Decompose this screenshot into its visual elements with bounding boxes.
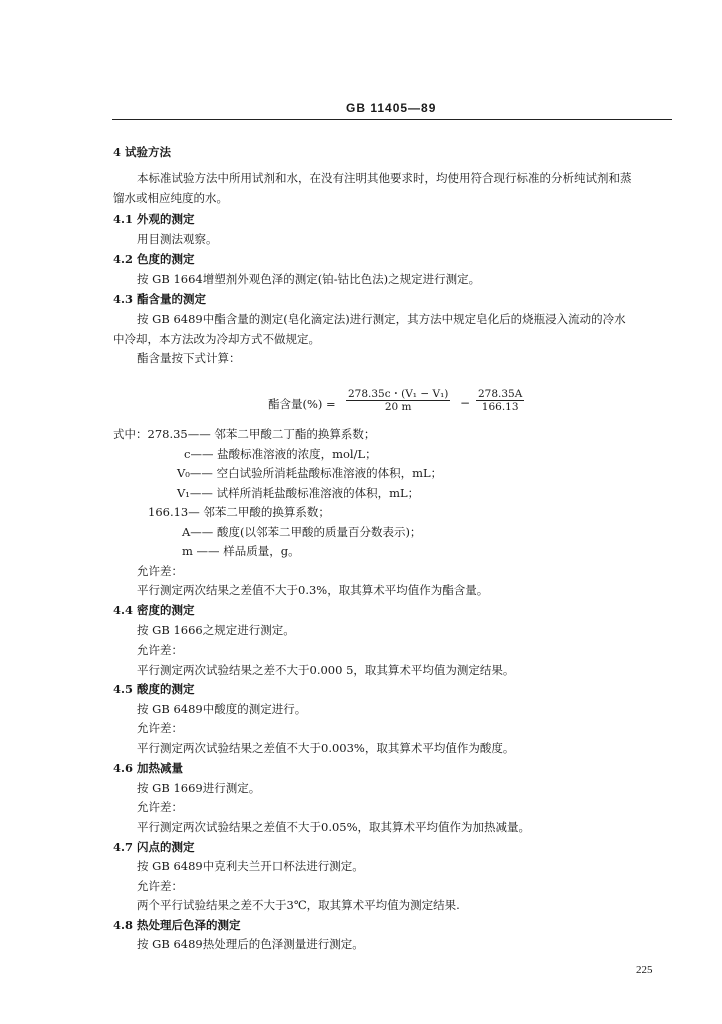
section-4-4-title: 4.4 密度的测定 [113,603,195,617]
section-4-6-tolerance: 平行测定两次试验结果之差值不大于0.05%，取其算术平均值作为加热减量。 [137,820,531,834]
formula-fraction-1 [346,388,450,413]
section-4-6-title: 4.6 加热减量 [113,761,184,775]
section-4-5-body: 按 GB 6489中酸度的测定进行。 [137,702,307,716]
section-4-1-body: 用目测法观察。 [137,232,218,246]
section-4-8-body: 按 GB 6489热处理后的色泽测量进行测定。 [137,937,364,951]
page-number: 225 [636,964,653,976]
section-4-intro-line2: 馏水或相应纯度的水。 [113,191,228,205]
section-4-1-title: 4.1 外观的测定 [113,212,195,226]
section-4-3-body-line1: 按 GB 6489中酯含量的测定(皂化滴定法)进行测定，其方法中规定皂化后的烧瓶浸入流动的冷水 [137,312,626,326]
header-rule [112,119,672,120]
section-4-7-allow: 允许差： [137,879,183,893]
section-4-intro-line1: 本标准试验方法中所用试剂和水，在没有注明其他要求时，均使用符合现行标准的分析纯试剂和蒸 [137,171,632,185]
section-4-3-body-line2: 中冷却，本方法改为冷却方式不做规定。 [113,332,320,346]
definition-row: V₀—— 空白试验所消耗盐酸标准溶液的体积，mL； [177,466,443,480]
section-4-7-tolerance: 两个平行试验结果之差不大于3℃，取其算术平均值为测定结果. [137,898,460,912]
formula-fraction-2 [476,388,524,413]
formula-minus: − [460,396,471,410]
section-4-title: 4 试验方法 [113,145,172,159]
section-4-5-title: 4.5 酸度的测定 [113,682,195,696]
section-4-3-title: 4.3 酯含量的测定 [113,292,207,306]
section-4-5-tolerance: 平行测定两次试验结果之差值不大于0.003%，取其算术平均值作为酸度。 [137,741,515,755]
section-4-8-title: 4.8 热处理后色泽的测定 [113,918,241,932]
section-4-4-tolerance: 平行测定两次试验结果之差不大于0.000 5，取其算术平均值为测定结果。 [137,663,515,677]
formula-denominator-1: 20 m [384,401,412,413]
formula-numerator-2: 278.35A [478,388,523,400]
definition-row: V₁—— 试样所消耗盐酸标准溶液的体积，mL； [177,486,420,500]
calc-intro: 酯含量按下式计算： [137,351,241,365]
formula-numerator-1: 278.35c・(V₁ − V₁) [348,388,449,400]
section-4-7-title: 4.7 闪点的测定 [113,840,195,854]
definition-row: A—— 酸度(以邻苯二甲酸的质量百分数表示)； [182,525,422,539]
section-4-3-allow: 允许差： [137,564,183,578]
section-4-4-body: 按 GB 1666之规定进行测定。 [137,623,295,637]
section-4-3-tolerance: 平行测定两次结果之差值不大于0.3%，取其算术平均值作为酯含量。 [137,583,489,597]
standard-number: GB 11405—89 [346,101,437,115]
section-4-5-allow: 允许差： [137,721,183,735]
definition-row: 166.13— 邻苯二甲酸的换算系数； [148,505,330,519]
formula-lhs: 酯含量(%) = [268,397,336,411]
formula-denominator-2: 166.13 [481,401,519,413]
section-4-6-body: 按 GB 1669进行测定。 [137,781,261,795]
section-4-6-allow: 允许差： [137,800,183,814]
section-4-2-title: 4.2 色度的测定 [113,252,195,266]
definition-row: m —— 样品质量，g。 [182,544,300,558]
definition-row: 式中：278.35—— 邻苯二甲酸二丁酯的换算系数； [113,427,376,441]
section-4-4-allow: 允许差： [137,643,183,657]
section-4-7-body: 按 GB 6489中克利夫兰开口杯法进行测定。 [137,859,364,873]
section-4-2-body: 按 GB 1664增塑剂外观色泽的测定(铂-钴比色法)之规定进行测定。 [137,272,481,286]
definition-row: c—— 盐酸标准溶液的浓度，mol/L； [184,447,377,461]
